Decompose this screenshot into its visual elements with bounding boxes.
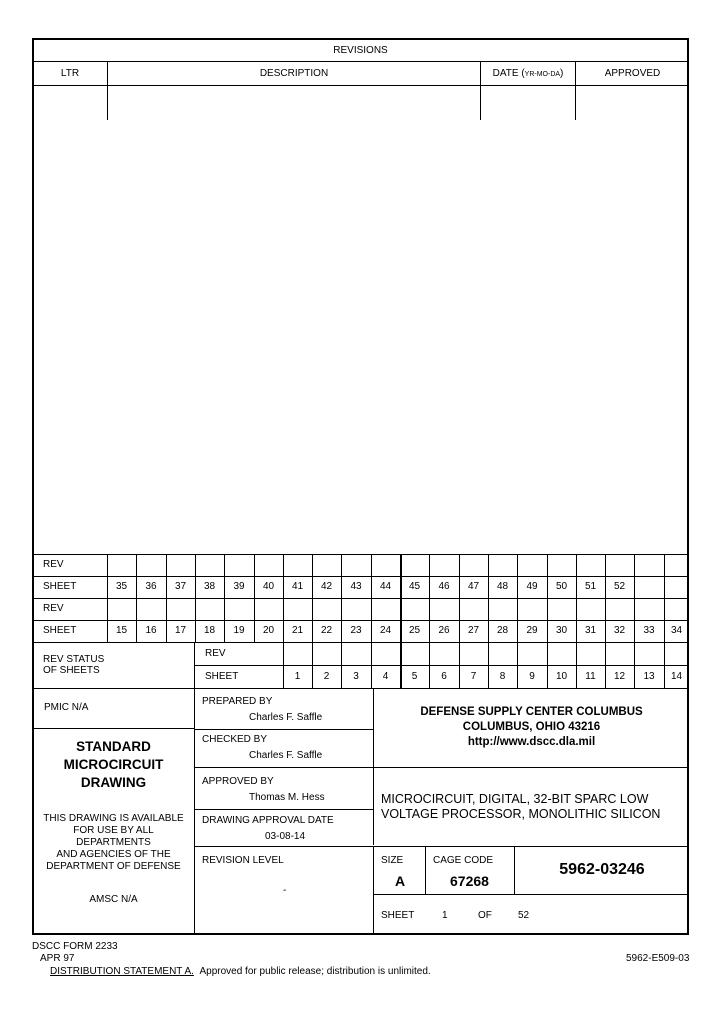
lower-sheet-number: 31	[584, 625, 597, 636]
lower-sheet-number: 28	[496, 625, 509, 636]
left-block-divider	[194, 688, 195, 935]
status-sheet-number: 11	[585, 671, 596, 682]
pmic-text: PMIC N/A	[44, 702, 89, 713]
form-number: DSCC FORM 2233	[32, 941, 118, 952]
cage-code-label: CAGE CODE	[433, 855, 494, 866]
size-divider	[425, 846, 426, 894]
grid-line-upper-rev	[33, 576, 689, 577]
prepared-divider	[195, 729, 373, 730]
lower-sheet-number: 23	[350, 625, 362, 636]
revisions-title: REVISIONS	[333, 45, 388, 56]
rev-status-label: REV STATUS OF SHEETS	[43, 654, 105, 676]
upper-sheet-number: 35	[115, 581, 128, 592]
status-sheet-number: 9	[529, 671, 535, 682]
upper-sheet-number: 43	[350, 581, 362, 592]
rev-col-date: DATE (YR-MO-DA)	[492, 68, 564, 79]
bottom-right-left-edge	[373, 846, 374, 935]
distribution-statement: DISTRIBUTION STATEMENT A. Approved for public release; distribution is unlimited.	[50, 966, 431, 977]
grid-line-status-rev	[195, 665, 689, 666]
sheet-number: 1	[442, 910, 448, 921]
lower-sheet-number: 26	[438, 625, 450, 636]
of-label: OF	[478, 910, 492, 921]
availability-statement: THIS DRAWING IS AVAILABLE FOR USE BY ALL DEPARTMENTS AND AGENCIES OF THE DEPARTMENT OF DEFENSE	[43, 813, 184, 872]
checked-divider	[195, 767, 373, 768]
status-sheet-number: 4	[382, 671, 389, 682]
standard-drawing-title: STANDARD MICROCIRCUIT DRAWING	[63, 739, 164, 790]
status-sheet-number: 8	[499, 671, 506, 682]
lower-sheet-number: 32	[613, 625, 626, 636]
lower-sheet-number: 33	[643, 625, 655, 636]
upper-sheet-number: 46	[438, 581, 450, 592]
status-sheet-number: 6	[441, 671, 447, 682]
lower-sheet-number: 16	[145, 625, 157, 636]
pmic-divider	[33, 728, 194, 729]
approval-date-value: 03-08-14	[265, 831, 306, 842]
grid-lower-rev-label: REV	[43, 603, 64, 614]
document-reference: 5962-E509-03	[626, 953, 690, 964]
status-sheet-number: 2	[323, 671, 330, 682]
rev-col-description: DESCRIPTION	[259, 68, 329, 79]
lower-sheet-number: 24	[379, 625, 392, 636]
upper-sheet-number: 42	[320, 581, 333, 592]
lower-sheet-number: 22	[320, 625, 333, 636]
grid-upper-rev-label: REV	[43, 559, 64, 570]
checked-by-label: CHECKED BY	[202, 734, 268, 745]
drawing-title: MICROCIRCUIT, DIGITAL, 32-BIT SPARC LOW VOLTAGE PROCESSOR, MONOLITHIC SILICON	[381, 792, 661, 821]
prepared-by-label: PREPARED BY	[202, 696, 273, 707]
cage-code-value: 67268	[450, 873, 489, 889]
upper-sheet-number: 38	[203, 581, 216, 592]
status-label-divider	[194, 642, 195, 688]
agency-address: DEFENSE SUPPLY CENTER COLUMBUS COLUMBUS, OHIO 43216 http://www.dscc.dla.mil	[420, 706, 643, 748]
status-sheet-number: 1	[294, 671, 301, 682]
approved-divider	[195, 809, 373, 810]
lower-sheet-number: 15	[115, 625, 128, 636]
upper-sheet-number: 52	[613, 581, 626, 592]
rev-header-divider	[33, 85, 689, 86]
size-value: A	[395, 873, 406, 889]
status-sheet-number: 3	[353, 671, 359, 682]
approval-date-label: DRAWING APPROVAL DATE	[202, 815, 334, 826]
upper-sheet-number: 37	[174, 581, 187, 592]
status-sheet-number: 13	[643, 671, 655, 682]
revision-level-label: REVISION LEVEL	[202, 855, 284, 866]
upper-sheet-number: 36	[145, 581, 157, 592]
size-label: SIZE	[381, 855, 404, 866]
lower-sheet-number: 29	[526, 625, 538, 636]
document-number: 5962-03246	[559, 861, 645, 878]
lower-sheet-number: 27	[467, 625, 480, 636]
form-date: APR 97	[40, 953, 75, 964]
lower-sheet-number: 19	[233, 625, 245, 636]
lower-sheet-number: 20	[262, 625, 275, 636]
upper-sheet-number: 49	[526, 581, 538, 592]
lower-sheet-number: 18	[203, 625, 216, 636]
approved-by-label: APPROVED BY	[202, 776, 274, 787]
upper-sheet-number: 48	[496, 581, 509, 592]
grid-line-lower-rev	[33, 620, 689, 621]
grid-upper-sheet-label: SHEET	[43, 581, 77, 592]
sheet-row-divider	[374, 894, 689, 895]
status-rev-label: REV	[205, 648, 226, 659]
upper-sheet-number: 47	[467, 581, 480, 592]
grid-line-lower-sheet	[33, 642, 689, 643]
upper-sheet-number: 50	[555, 581, 568, 592]
upper-sheet-number: 45	[408, 581, 421, 592]
status-sheet-number: 14	[670, 671, 683, 682]
lower-sheet-number: 30	[555, 625, 568, 636]
upper-sheet-number: 41	[291, 581, 304, 592]
checked-by-name: Charles F. Saffle	[249, 750, 323, 761]
agency-divider	[374, 767, 689, 768]
upper-sheet-number: 51	[584, 581, 597, 592]
status-sheet-label: SHEET	[205, 671, 239, 682]
lower-sheet-number: 34	[670, 625, 683, 636]
lower-sheet-number: 17	[174, 625, 187, 636]
prepared-by-name: Charles F. Saffle	[249, 712, 323, 723]
grid-bottom-line	[33, 688, 689, 689]
upper-sheet-number: 40	[262, 581, 275, 592]
grid-line-upper-sheet	[33, 598, 689, 599]
rev-col-approved: APPROVED	[604, 68, 661, 79]
status-sheet-number: 5	[411, 671, 418, 682]
amsc-text: AMSC N/A	[89, 894, 138, 905]
approval-date-divider	[195, 846, 689, 847]
lower-sheet-number: 25	[408, 625, 421, 636]
rev-col-ltr: LTR	[60, 68, 80, 79]
sheet-total: 52	[518, 910, 530, 921]
status-sheet-number: 12	[613, 671, 626, 682]
grid-lower-sheet-label: SHEET	[43, 625, 77, 636]
revision-level-value: -	[283, 885, 287, 896]
upper-sheet-number: 39	[233, 581, 245, 592]
rev-title-divider	[33, 61, 689, 62]
approved-by-name: Thomas M. Hess	[249, 792, 325, 803]
upper-sheet-number: 44	[379, 581, 392, 592]
sheet-label: SHEET	[381, 910, 415, 921]
status-sheet-number: 7	[470, 671, 477, 682]
lower-sheet-number: 21	[291, 625, 304, 636]
grid-top-line	[33, 554, 689, 555]
status-sheet-number: 10	[555, 671, 568, 682]
